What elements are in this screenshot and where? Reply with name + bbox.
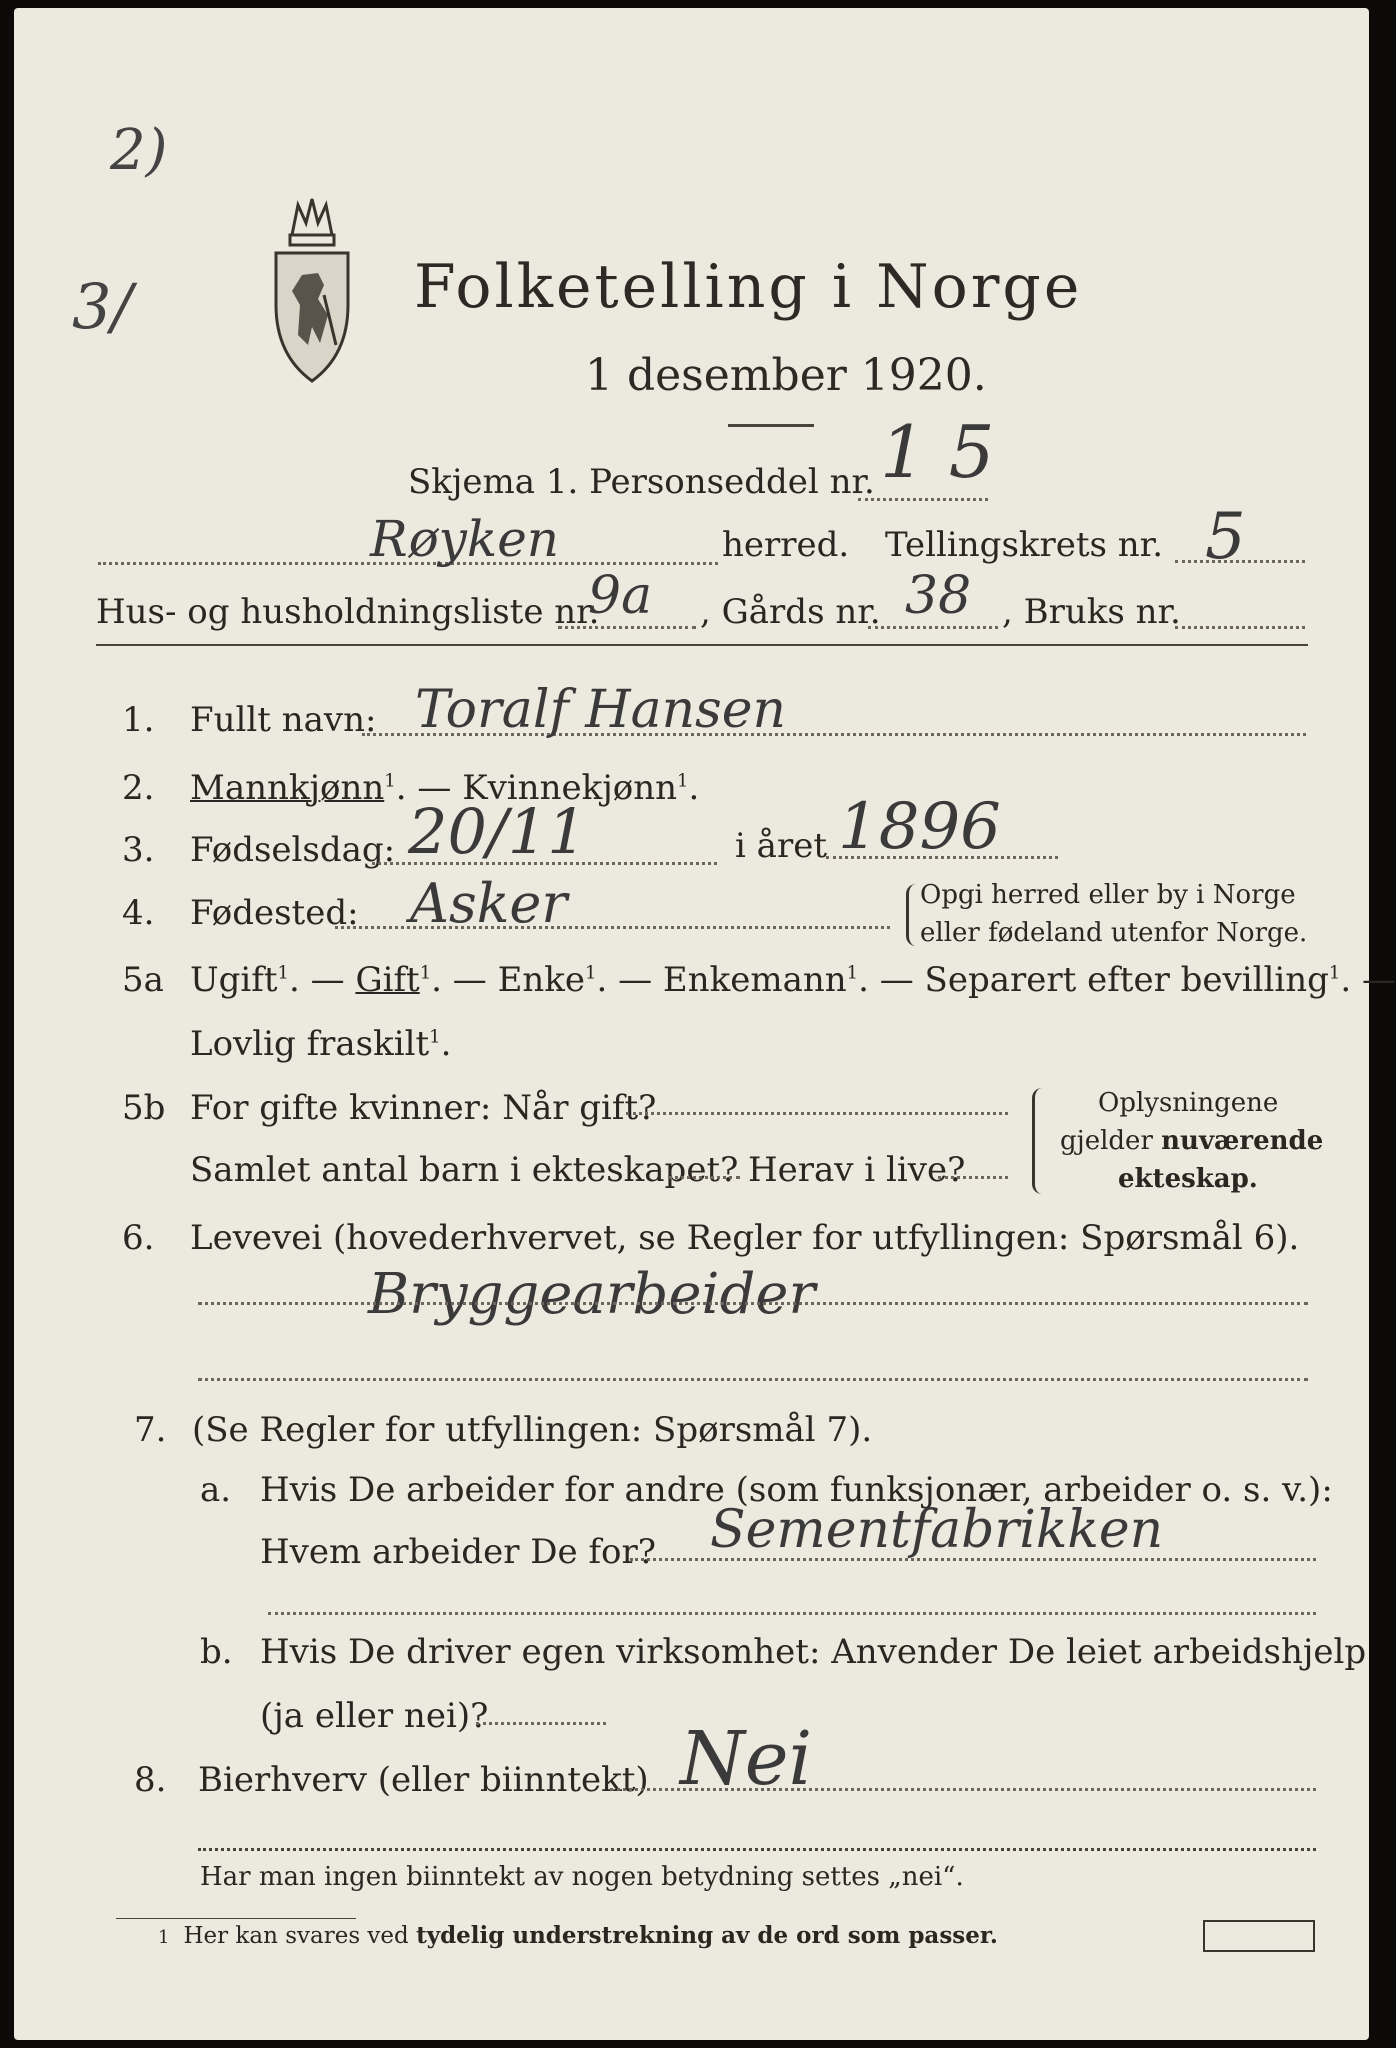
q8-divider — [198, 1848, 1316, 1851]
footnote-ref: 1 — [419, 962, 432, 984]
q5b-label-1: For gifte kvinner: Når gift? — [190, 1088, 657, 1128]
q5b-dots-2 — [668, 1176, 740, 1179]
birth-year-value: 1896 — [838, 790, 1001, 864]
q7a-letter: a. — [200, 1470, 232, 1510]
q5a-number: 5a — [122, 960, 164, 1000]
period: . — [688, 768, 700, 808]
printer-stamp — [1203, 1920, 1315, 1952]
margin-mark-left: 3/ — [72, 270, 133, 343]
gards-value: 38 — [905, 566, 972, 626]
option-fraskilt-label: Lovlig fraskilt — [190, 1024, 430, 1064]
full-name-value: Toralf Hansen — [415, 680, 787, 740]
footnote-emphasis: tydelig understrekning av de ord som passer. — [416, 1922, 998, 1949]
schema-label: Skjema 1. Personseddel nr. — [408, 462, 875, 502]
footnote-ref: 1 — [429, 1026, 441, 1048]
q8-label: Bierhverv (eller biinntekt) — [198, 1760, 649, 1800]
footnote-ref: 1 — [384, 770, 396, 792]
footnote-ref: 1 — [585, 962, 597, 984]
q7b-dots — [476, 1722, 606, 1725]
household-value: 9a — [588, 566, 653, 626]
q6-dots-1 — [198, 1302, 1308, 1305]
q5b-dots-1 — [626, 1112, 1008, 1115]
q5b-label-3: Herav i live? — [748, 1150, 966, 1190]
occupation-value: Bryggearbeider — [368, 1262, 816, 1327]
gards-label: , Gårds nr. — [700, 592, 881, 632]
footnote — [158, 1922, 998, 1949]
title-divider — [728, 424, 814, 427]
footer-note: Har man ingen biinntekt av nogen betydning settes „nei“. — [200, 1862, 964, 1892]
side-income-value: Nei — [680, 1716, 813, 1802]
q7b-text: Hvis De driver egen virksomhet: Anvender De leiet arbeidshjelp — [260, 1632, 1367, 1672]
option-fraskilt — [190, 1024, 451, 1064]
option-enke: . — Enke — [431, 960, 586, 1000]
separator: . — — [395, 768, 463, 808]
schema-dots — [858, 498, 988, 501]
sex-female-option: Kvinnekjønn — [462, 768, 677, 808]
option-gift: Gift — [355, 960, 420, 1000]
footnote-ref: 1 — [677, 770, 689, 792]
q5b-note-1: Oplysningene — [1098, 1088, 1279, 1118]
birthplace-value: Asker — [410, 872, 568, 935]
birthday-value: 20/11 — [408, 795, 587, 868]
q7b-label: (ja eller nei)? — [260, 1696, 489, 1736]
q5b-note-3: ekteskap. — [1118, 1164, 1258, 1194]
tellingskrets-label: Tellingskrets nr. — [885, 525, 1164, 565]
q6-number: 6. — [122, 1218, 155, 1258]
option-separert: . — Separert efter bevilling — [858, 960, 1329, 1000]
option-ugift: Ugift — [190, 960, 278, 1000]
q6-dots-2 — [198, 1378, 1308, 1381]
header-divider — [96, 644, 1308, 646]
q2-number: 2. — [122, 768, 155, 808]
personseddel-number: 1 5 — [880, 410, 995, 494]
q5b-brace — [1032, 1088, 1045, 1194]
footnote-rule — [116, 1918, 356, 1919]
q4-note-2: eller fødeland utenfor Norge. — [920, 918, 1308, 948]
q8-number: 8. — [134, 1760, 167, 1800]
margin-mark-top: 2) — [110, 118, 168, 183]
q4-note-1: Opgi herred eller by i Norge — [920, 880, 1296, 910]
q5b-note-2b: nuværende — [1161, 1126, 1324, 1156]
q5b-note-2 — [1060, 1126, 1323, 1156]
separator: . — — [1340, 960, 1396, 1000]
q4-number: 4. — [122, 893, 155, 933]
q5b-dots-3 — [938, 1176, 1008, 1179]
q3-year-label: i året — [735, 826, 827, 866]
footnote-ref: 1 — [1328, 962, 1341, 984]
option-enkemann: . — Enkemann — [596, 960, 847, 1000]
marital-status-options — [190, 960, 1396, 1000]
herred-label: herred. — [722, 525, 850, 565]
q7a-dots-2 — [268, 1612, 1316, 1615]
q7a-label: Hvem arbeider De for? — [260, 1532, 656, 1572]
herred-value: Røyken — [370, 510, 560, 568]
footnote-text: Her kan svares ved — [183, 1923, 417, 1949]
q3-number: 3. — [122, 830, 155, 870]
q5b-label-2: Samlet antal barn i ekteskapet? — [190, 1150, 739, 1190]
q7-number: 7. — [134, 1410, 167, 1450]
sex-male-option: Mannkjønn — [190, 768, 385, 808]
q7a-text: Hvis De arbeider for andre (som funksjonær, arbeider o. s. v.): — [260, 1470, 1333, 1510]
bruks-label: , Bruks nr. — [1002, 592, 1181, 632]
q7b-letter: b. — [200, 1632, 233, 1672]
gards-dots — [868, 626, 998, 629]
q4-label: Fødested: — [190, 893, 359, 933]
q4-brace — [906, 884, 917, 946]
bruks-dots — [1175, 626, 1305, 629]
coat-of-arms-icon — [262, 195, 362, 389]
separator: . — — [289, 960, 356, 1000]
q6-label: Levevei (hovederhvervet, se Regler for utfyllingen: Spørsmål 6). — [190, 1218, 1300, 1258]
q7-label: (Se Regler for utfyllingen: Spørsmål 7). — [192, 1410, 873, 1450]
q5b-note-2a: gjelder — [1060, 1126, 1162, 1156]
household-dots — [558, 626, 696, 629]
household-label: Hus- og husholdningsliste nr. — [96, 592, 600, 632]
tellingskrets-value: 5 — [1205, 500, 1246, 574]
q5b-number: 5b — [122, 1088, 166, 1128]
q1-label: Fullt navn: — [190, 700, 377, 740]
q1-number: 1. — [122, 700, 155, 740]
employer-value: Sementfabrikken — [710, 1500, 1164, 1560]
footnote-ref: 1 — [277, 962, 289, 984]
footnote-ref: 1 — [846, 962, 859, 984]
period: . — [440, 1024, 452, 1064]
page-title: Folketelling i Norge — [414, 252, 1083, 322]
footnote-number: 1 — [158, 1927, 170, 1948]
q3-label: Fødselsdag: — [190, 830, 396, 870]
census-date: 1 desember 1920. — [585, 350, 987, 401]
